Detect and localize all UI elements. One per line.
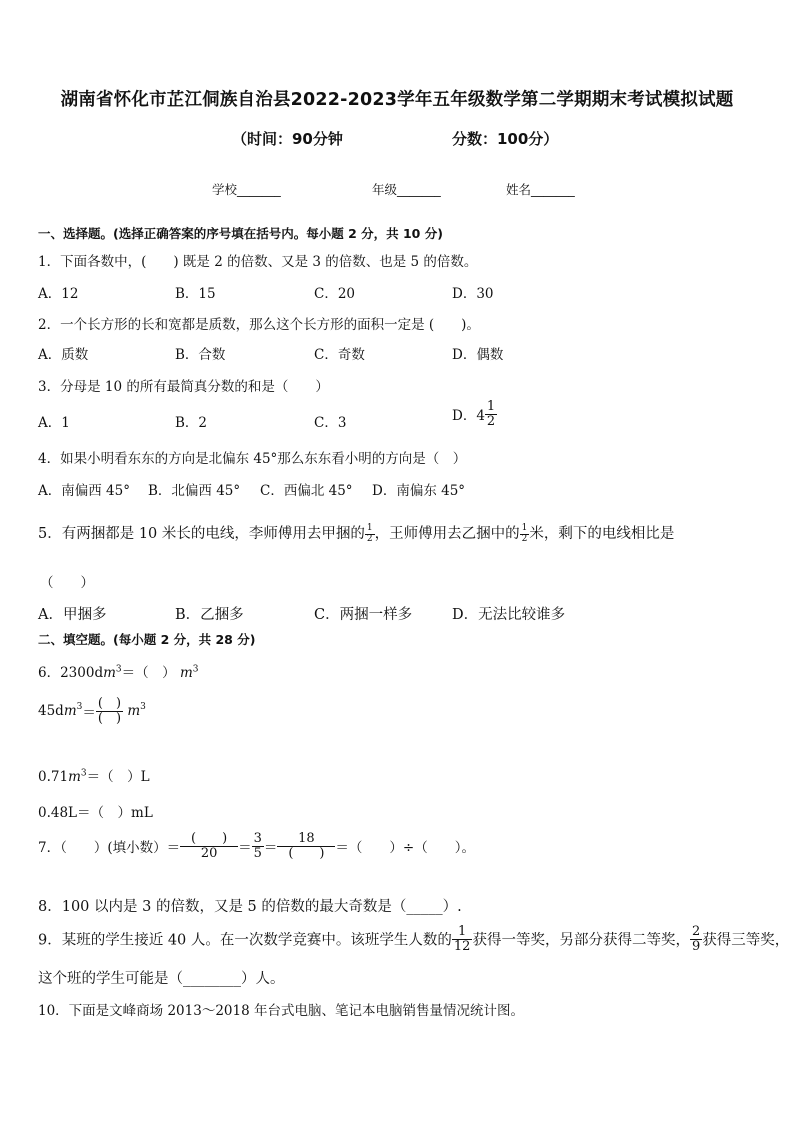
q6-l3-unit: m <box>68 769 81 785</box>
question-7 <box>38 832 475 860</box>
q6-l3-exponent: 3 <box>80 768 87 779</box>
q6-l2-exponent-2: 3 <box>140 702 146 713</box>
q2-option-c: C．奇数 <box>314 347 365 363</box>
q3-option-d-fraction <box>485 400 497 428</box>
q6-l2-equals: ＝ <box>82 705 96 722</box>
q7-fraction-1 <box>180 832 238 860</box>
fraction-denominator: 9 <box>691 938 701 954</box>
question-9-line-1 <box>38 925 789 953</box>
q5-option-a: A．甲捆多 <box>38 607 107 623</box>
fraction-denominator: ( ) <box>288 845 325 861</box>
q6-l2-unit-2: m <box>127 703 141 720</box>
q6-l1-unit-2: m <box>179 665 193 681</box>
question-6-line-4: 0.48L＝（ ）mL <box>38 805 153 821</box>
q5-fraction-1 <box>365 524 375 544</box>
fraction-denominator: 12 <box>453 938 471 954</box>
q9-text-1: 9．某班的学生接近 40 人。在一次数学竞赛中。该班学生人数的 <box>38 932 452 949</box>
q9-text-2: 获得一等奖，另部分获得二等奖， <box>472 932 690 949</box>
section-1-heading: 一、选择题。(选择正确答案的序号填在括号内。每小题 2 分，共 10 分) <box>38 226 443 241</box>
q6-l3-suffix: ＝（ ）L <box>86 769 150 785</box>
q5-option-d: D．无法比较谁多 <box>452 607 566 623</box>
q4-option-b: B．北偏西 45° <box>148 483 241 499</box>
fraction-numerator: 3 <box>253 831 262 846</box>
section-2-heading: 二、填空题。(每小题 2 分，共 28 分) <box>38 632 256 647</box>
q5-fraction-2 <box>520 524 530 544</box>
q6-l2-unit: m <box>63 703 77 720</box>
q1-option-a: A．12 <box>38 286 79 302</box>
q6-l1-middle: ＝（ ） <box>121 665 176 681</box>
q5-text-2: ，王师傅用去乙捆中的 <box>374 526 520 542</box>
q3-option-b: B．2 <box>175 415 208 431</box>
question-6-line-3 <box>38 765 150 785</box>
question-6-line-1 <box>38 661 198 681</box>
q3-option-a: A．1 <box>38 415 70 431</box>
fraction-numerator: ( ) <box>180 832 238 847</box>
q6-l2-prefix: 45d <box>38 703 64 720</box>
q1-option-d: D．30 <box>452 286 494 302</box>
q7-equals-1: ＝ <box>238 840 252 857</box>
fraction-numerator: 1 <box>452 925 473 940</box>
q9-text-3: 获得三等奖， <box>702 932 790 949</box>
question-10: 10．下面是文峰商场 2013～2018 年台式电脑、笔记本电脑销售量情况统计图。 <box>38 1003 524 1019</box>
fraction-numerator: 1 <box>366 523 373 534</box>
question-1: 1．下面各数中，( ) 既是 2 的倍数、又是 3 的倍数、也是 5 的倍数。 <box>38 254 478 270</box>
q3-option-c: C．3 <box>314 415 347 431</box>
fraction-denominator: 2 <box>486 413 496 429</box>
q6-l3-prefix: 0.71 <box>38 769 69 785</box>
q6-l2-fraction <box>96 697 123 725</box>
fraction-denominator: 5 <box>253 845 262 861</box>
school-field: 学校_______ <box>212 182 281 197</box>
fraction-denominator: 2 <box>521 533 528 544</box>
q4-option-a: A．南偏西 45° <box>38 483 130 499</box>
question-2: 2．一个长方形的长和宽都是质数，那么这个长方形的面积一定是 ( )。 <box>38 317 480 333</box>
q7-fraction-3 <box>277 832 335 860</box>
q9-fraction-1 <box>452 925 473 953</box>
q7-equals-2: ＝ <box>263 840 278 857</box>
q5-option-c: C．两捆一样多 <box>314 607 413 623</box>
grade-field: 年级_______ <box>372 182 441 197</box>
fraction-numerator: 1 <box>521 523 528 534</box>
fraction-denominator: 2 <box>366 533 373 544</box>
q6-l1-prefix: 6．2300d <box>38 665 104 681</box>
fraction-numerator: ( ) <box>97 696 122 711</box>
q3-option-d-prefix: D．4 <box>452 408 485 425</box>
q9-fraction-2 <box>690 925 702 953</box>
exam-time: （时间：90分钟 <box>232 130 343 148</box>
q5-option-b: B．乙捆多 <box>175 607 244 623</box>
fraction-denominator: 20 <box>200 845 218 861</box>
q6-l1-exponent: 3 <box>115 664 122 675</box>
q7-fraction-2 <box>252 832 264 860</box>
q6-l2-exponent: 3 <box>76 702 83 713</box>
q2-option-d: D．偶数 <box>452 347 504 363</box>
q7-prefix: 7．（ ）(填小数）＝ <box>38 840 181 857</box>
question-9-line-2: 这个班的学生可能是（________）人。 <box>38 971 285 987</box>
q1-option-b: B．15 <box>175 286 216 302</box>
page-title: 湖南省怀化市芷江侗族自治县2022-2023学年五年级数学第二学期期末考试模拟试题 <box>60 90 734 110</box>
q7-suffix: ＝（ ）÷（ ）。 <box>335 840 475 857</box>
fraction-numerator: 2 <box>691 924 701 939</box>
q1-option-c: C．20 <box>314 286 356 302</box>
question-6-line-2 <box>38 697 146 725</box>
q5-answer-blank: （ ） <box>40 575 94 591</box>
q4-option-c: C．西偏北 45° <box>260 483 353 499</box>
exam-score: 分数：100分） <box>452 130 559 148</box>
question-5 <box>38 522 674 544</box>
q3-option-d <box>452 400 497 428</box>
question-4: 4．如果小明看东东的方向是北偏东 45°那么东东看小明的方向是（ ） <box>38 451 467 467</box>
q2-option-a: A．质数 <box>38 347 89 363</box>
question-8: 8．100 以内是 3 的倍数，又是 5 的倍数的最大奇数是（_____）. <box>38 899 462 915</box>
name-field: 姓名_______ <box>506 182 575 197</box>
q4-option-d: D．南偏东 45° <box>372 483 466 499</box>
fraction-denominator: ( ) <box>97 710 122 726</box>
q5-text-3: 米，剩下的电线相比是 <box>529 526 675 542</box>
q6-l1-exponent-2: 3 <box>192 664 199 675</box>
q5-text-1: 5．有两捆都是 10 米长的电线，李师傅用去甲捆的 <box>38 526 365 542</box>
question-3: 3．分母是 10 的所有最简真分数的和是（ ） <box>38 379 329 395</box>
fraction-numerator: 18 <box>277 832 335 847</box>
fraction-numerator: 1 <box>486 399 496 414</box>
q6-l1-unit: m <box>103 665 116 681</box>
q2-option-b: B．合数 <box>175 347 226 363</box>
